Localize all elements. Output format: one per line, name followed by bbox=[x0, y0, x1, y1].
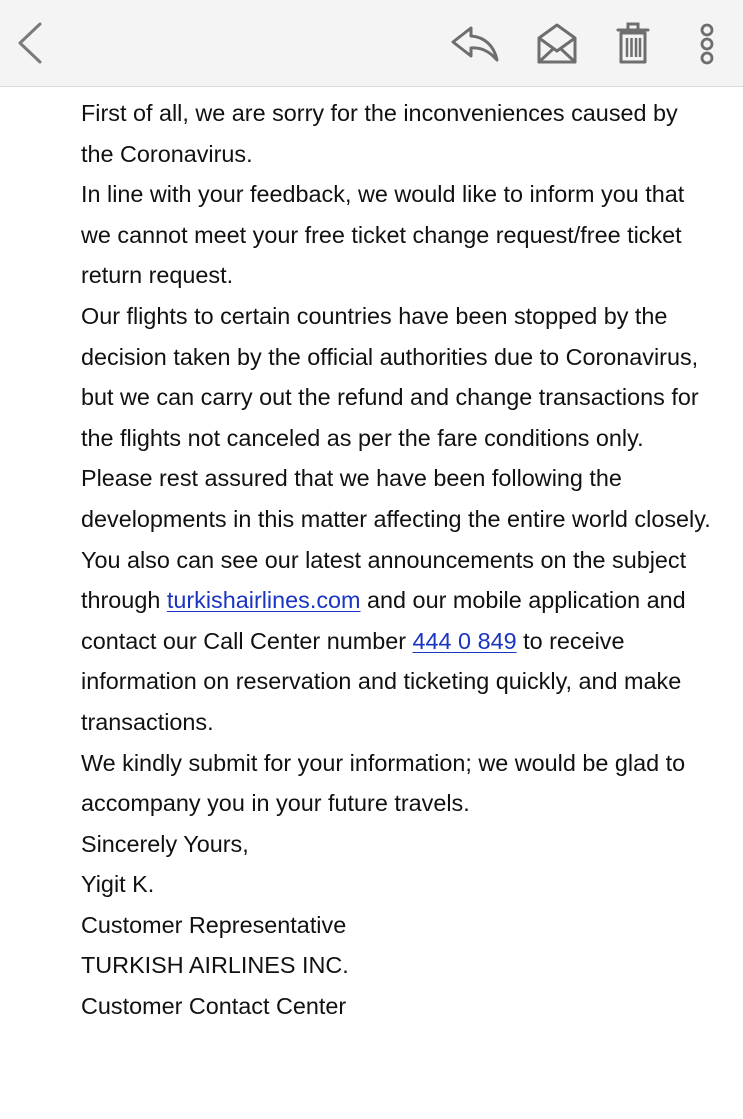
call-center-phone-link[interactable]: 444 0 849 bbox=[412, 627, 517, 654]
email-paragraph-flights: Our flights to certain countries have been stopped by the decision taken by the official authorities due to Coronavirus, but we can carry out the refund and change transactions for the flights not canceled as per the fare conditions only. bbox=[81, 302, 699, 451]
trash-icon bbox=[612, 18, 654, 68]
reply-icon bbox=[447, 20, 503, 66]
mark-unread-button[interactable] bbox=[532, 20, 582, 66]
back-button[interactable] bbox=[10, 18, 50, 68]
email-closing: Sincerely Yours, bbox=[81, 830, 249, 857]
chevron-left-icon bbox=[10, 18, 50, 68]
delete-button[interactable] bbox=[612, 18, 654, 68]
turkishairlines-link[interactable]: turkishairlines.com bbox=[166, 587, 361, 614]
email-body bbox=[81, 93, 716, 1027]
email-paragraph-apology: First of all, we are sorry for the inconveniences caused by the Coronavirus. bbox=[81, 100, 678, 167]
email-paragraph-announcements bbox=[81, 458, 716, 742]
reply-button[interactable] bbox=[447, 20, 503, 66]
email-paragraph-closing-note: We kindly submit for your information; we would be glad to accompany you in your future travels. bbox=[81, 749, 686, 817]
more-options-button[interactable] bbox=[692, 20, 722, 68]
top-toolbar bbox=[0, 0, 743, 87]
company-name: TURKISH AIRLINES INC. bbox=[81, 952, 349, 979]
department-name: Customer Contact Center bbox=[81, 993, 347, 1020]
announcements-text-1: Please rest assured that we have been following the developments in this matter affecting the entire world closely. You also can see our latest announcements on the subject through bbox=[81, 465, 711, 614]
announcements-text-3: to receive information on reservation and ticketing quickly, and make transactions. bbox=[81, 627, 682, 735]
email-paragraph-feedback: In line with your feedback, we would like to inform you that we cannot meet your free ticket change request/free ticket return request. bbox=[81, 181, 685, 289]
signer-name: Yigit K. bbox=[81, 871, 155, 898]
more-vertical-icon bbox=[692, 20, 722, 68]
open-envelope-icon bbox=[532, 20, 582, 66]
announcements-text-2: and our mobile application and contact our Call Center number bbox=[81, 587, 686, 654]
signer-title: Customer Representative bbox=[81, 911, 347, 938]
